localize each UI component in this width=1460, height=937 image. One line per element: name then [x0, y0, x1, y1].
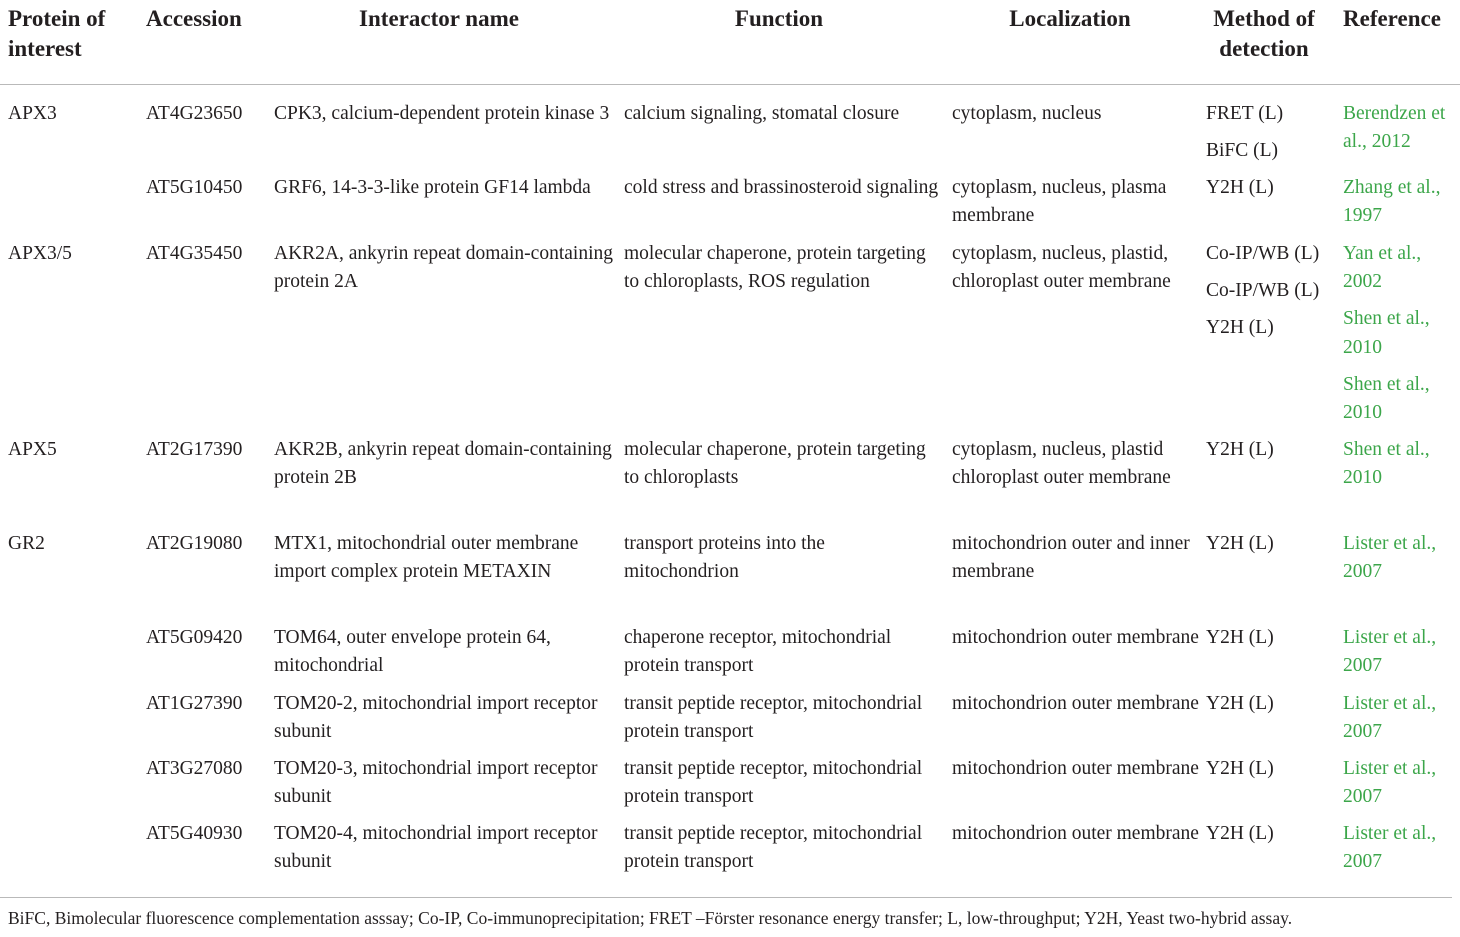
- cell-function: molecular chaperone, protein targeting to chloroplasts: [624, 439, 926, 489]
- cell-localization: cytoplasm, nucleus, plasma membrane: [952, 177, 1167, 227]
- cell-function: transit peptide receptor, mitochondrial protein transport: [624, 693, 923, 743]
- method-entry: Y2H (L): [1206, 533, 1274, 554]
- header-reference: Reference: [1343, 6, 1441, 31]
- cell-accession: AT4G23650: [146, 103, 243, 124]
- cell-interactor: AKR2A, ankyrin repeat domain-containing protein 2A: [274, 243, 613, 293]
- cell-accession: AT4G35450: [146, 243, 243, 264]
- cell-interactor: GRF6, 14-3-3-like protein GF14 lambda: [274, 177, 591, 198]
- method-entry: Y2H (L): [1206, 177, 1274, 198]
- table-row: [0, 690, 1460, 755]
- cell-localization: cytoplasm, nucleus: [952, 103, 1102, 124]
- reference-link[interactable]: Lister et al., 2007: [1343, 693, 1437, 743]
- reference-link[interactable]: Zhang et al., 1997: [1343, 177, 1441, 227]
- header-interactor: Interactor name: [359, 6, 519, 31]
- method-entry: Y2H (L): [1206, 758, 1274, 779]
- table-row: [0, 100, 1460, 174]
- method-entry: Y2H (L): [1206, 316, 1274, 338]
- cell-interactor: CPK3, calcium-dependent protein kinase 3: [274, 103, 610, 124]
- cell-interactor: AKR2B, ankyrin repeat domain-containing protein 2B: [274, 439, 612, 489]
- cell-localization: cytoplasm, nucleus, plastid chloroplast outer membrane: [952, 439, 1171, 489]
- cell-function: transit peptide receptor, mitochondrial protein transport: [624, 758, 923, 808]
- cell-method: [1206, 100, 1336, 165]
- method-entry: Y2H (L): [1206, 627, 1274, 648]
- cell-localization: cytoplasm, nucleus, plastid, chloroplast outer membrane: [952, 243, 1171, 293]
- cell-function: chaperone receptor, mitochondrial protein transport: [624, 627, 892, 677]
- cell-protein: APX5: [8, 439, 57, 460]
- table-footnote: BiFC, Bimolecular fluorescence complementation asssay; Co-IP, Co-immunoprecipitation; FRET –Förster resonance energy transfer; L, low-throughput; Y2H, Yeast two-hybrid assay.: [0, 897, 1452, 930]
- cell-accession: AT2G17390: [146, 439, 243, 460]
- cell-localization: mitochondrion outer membrane: [952, 823, 1199, 844]
- reference-link[interactable]: Lister et al., 2007: [1343, 823, 1437, 873]
- cell-accession: AT1G27390: [146, 693, 243, 714]
- header-protein: Protein of interest: [8, 6, 106, 61]
- cell-function: calcium signaling, stomatal closure: [624, 103, 900, 124]
- cell-interactor: TOM64, outer envelope protein 64, mitochondrial: [274, 627, 551, 677]
- reference-link[interactable]: Berendzen et al., 2012: [1343, 103, 1446, 153]
- cell-protein: APX3: [8, 103, 57, 124]
- cell-protein: APX3/5: [8, 243, 72, 264]
- header-method: Method of detection: [1213, 6, 1315, 61]
- table-row: [0, 240, 1460, 436]
- method-entry: Y2H (L): [1206, 439, 1274, 460]
- table-row: [0, 436, 1460, 530]
- cell-method: [1206, 624, 1336, 652]
- table-row: [0, 755, 1460, 820]
- table-row: [0, 820, 1460, 882]
- cell-method: [1206, 174, 1336, 202]
- cell-interactor: TOM20-2, mitochondrial import receptor subunit: [274, 693, 598, 743]
- cell-method: [1206, 530, 1336, 558]
- table-row: [0, 624, 1460, 690]
- reference-link[interactable]: Lister et al., 2007: [1343, 758, 1437, 808]
- reference-link[interactable]: Shen et al., 2010: [1343, 373, 1430, 423]
- cell-localization: mitochondrion outer membrane: [952, 758, 1199, 779]
- cell-interactor: TOM20-3, mitochondrial import receptor subunit: [274, 758, 598, 808]
- method-entry: BiFC (L): [1206, 139, 1279, 161]
- header-localization: Localization: [1009, 6, 1131, 31]
- header-accession: Accession: [146, 6, 242, 31]
- cell-method: [1206, 240, 1336, 342]
- cell-interactor: TOM20-4, mitochondrial import receptor subunit: [274, 823, 598, 873]
- cell-method: [1206, 436, 1336, 464]
- method-entry: Co-IP/WB (L): [1206, 243, 1320, 264]
- method-entry: Y2H (L): [1206, 823, 1274, 844]
- cell-protein: GR2: [8, 533, 45, 554]
- cell-accession: AT5G10450: [146, 177, 243, 198]
- reference-link[interactable]: Yan et al., 2002: [1343, 243, 1422, 293]
- method-entry: Co-IP/WB (L): [1206, 279, 1320, 301]
- table-row: [0, 174, 1460, 240]
- reference-link[interactable]: Shen et al., 2010: [1343, 308, 1430, 358]
- cell-localization: mitochondrion outer and inner membrane: [952, 533, 1190, 583]
- reference-link[interactable]: Shen et al., 2010: [1343, 439, 1430, 489]
- cell-function: transport proteins into the mitochondrion: [624, 533, 825, 583]
- cell-accession: AT3G27080: [146, 758, 243, 779]
- cell-accession: AT2G19080: [146, 533, 243, 554]
- cell-method: [1206, 690, 1336, 718]
- cell-method: [1206, 820, 1336, 848]
- cell-localization: mitochondrion outer membrane: [952, 693, 1199, 714]
- method-entry: FRET (L): [1206, 103, 1284, 124]
- cell-function: cold stress and brassinosteroid signaling: [624, 177, 939, 198]
- cell-function: transit peptide receptor, mitochondrial protein transport: [624, 823, 923, 873]
- header-function: Function: [734, 6, 824, 31]
- cell-localization: mitochondrion outer membrane: [952, 627, 1199, 648]
- table-row: [0, 530, 1460, 624]
- cell-interactor: MTX1, mitochondrial outer membrane import complex protein METAXIN: [274, 533, 579, 583]
- reference-link[interactable]: Lister et al., 2007: [1343, 533, 1437, 583]
- cell-accession: AT5G40930: [146, 823, 243, 844]
- table-header: [0, 0, 1460, 85]
- cell-reference: [1343, 240, 1460, 427]
- cell-method: [1206, 755, 1336, 783]
- cell-function: molecular chaperone, protein targeting to chloroplasts, ROS regulation: [624, 243, 926, 293]
- method-entry: Y2H (L): [1206, 693, 1274, 714]
- reference-link[interactable]: Lister et al., 2007: [1343, 627, 1437, 677]
- cell-accession: AT5G09420: [146, 627, 243, 648]
- table-body: [0, 100, 1460, 882]
